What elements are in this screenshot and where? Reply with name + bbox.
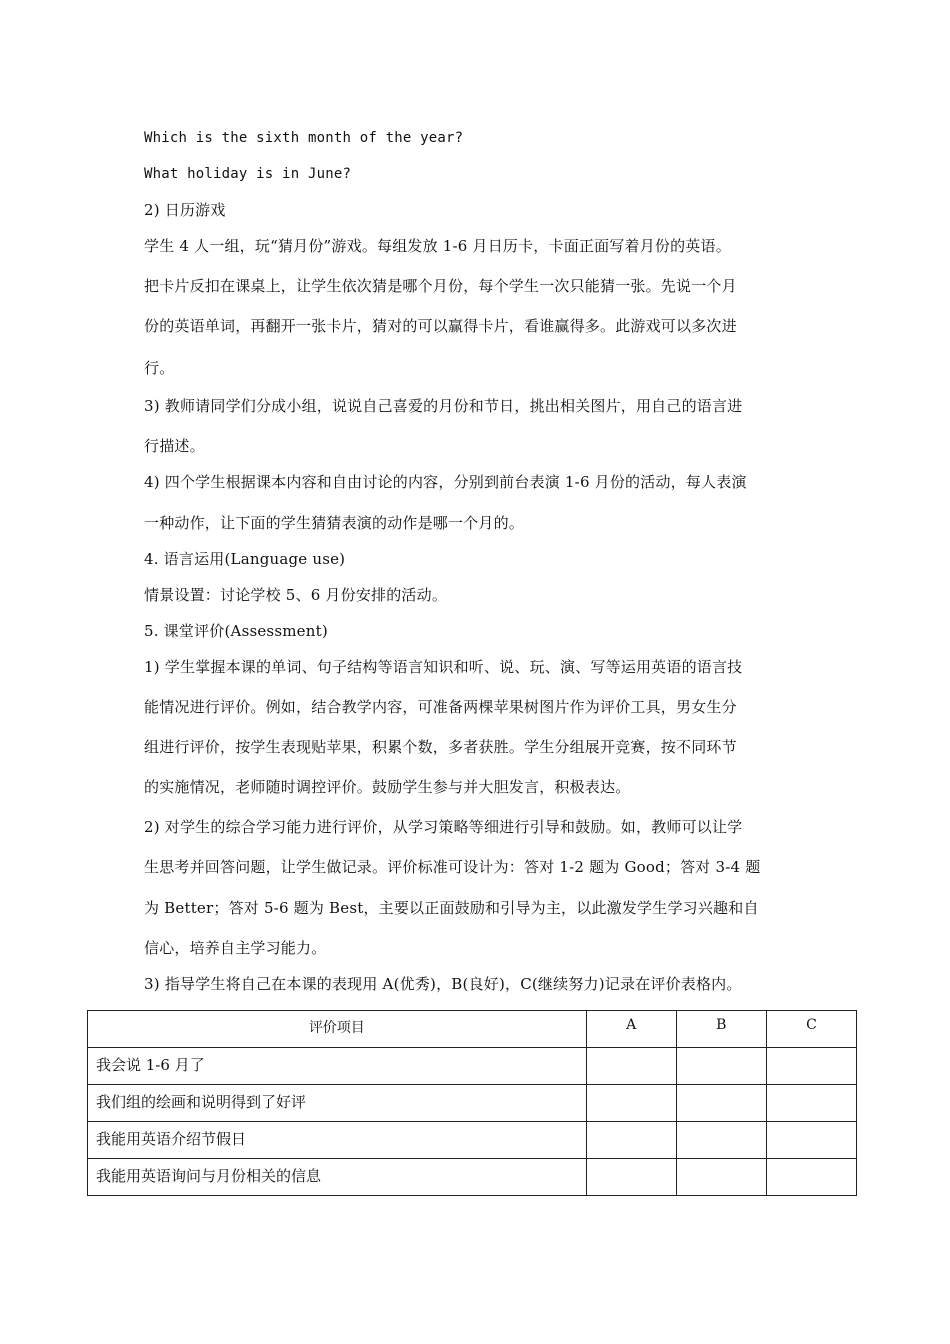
grade-cell-c: [766, 1159, 856, 1196]
paragraph-line: 3) 教师请同学们分成小组，说说自己喜爱的月份和节日，挑出相关图片，用自己的语言进: [144, 397, 743, 415]
paragraph-line: 2) 对学生的综合学习能力进行评价，从学习策略等细进行引导和鼓励。如，教师可以让学: [144, 818, 743, 836]
grade-cell-c: [766, 1085, 856, 1122]
paragraph-line: 把卡片反扣在课桌上，让学生依次猜是哪个月份，每个学生一次只能猜一张。先说一个月: [144, 277, 737, 295]
paragraph-line: 1) 学生掌握本课的单词、句子结构等语言知识和听、说、玩、演、写等运用英语的语言技: [144, 658, 743, 676]
question-line-2: What holiday is in June?: [144, 166, 352, 182]
paragraph-line: 学生 4 人一组，玩“猜月份”游戏。每组发放 1-6 月日历卡，卡面正面写着月份的英语。: [144, 237, 731, 255]
section-heading-language-use: 4. 语言运用(Language use): [144, 550, 346, 568]
grade-cell-a: [586, 1085, 676, 1122]
paragraph-line: 4) 四个学生根据课本内容和自由讨论的内容，分别到前台表演 1-6 月份的活动，每人表演: [144, 473, 747, 491]
paragraph-line: 为 Better；答对 5-6 题为 Best，主要以正面鼓励和引导为主，以此激发学生学习兴趣和自: [144, 899, 759, 917]
paragraph-line: 行。: [144, 359, 175, 377]
grade-cell-b: [676, 1122, 766, 1159]
paragraph-line: 生思考并回答问题，让学生做记录。评价标准可设计为：答对 1-2 题为 Good；答对 3-4 题: [144, 858, 761, 876]
evaluation-item: 我们组的绘画和说明得到了好评: [88, 1085, 587, 1122]
grade-cell-c: [766, 1122, 856, 1159]
header-grade-b: B: [676, 1011, 766, 1048]
grade-cell-a: [586, 1048, 676, 1085]
paragraph-line: 组进行评价，按学生表现贴苹果，积累个数，多者获胜。学生分组展开竞赛，按不同环节: [144, 738, 737, 756]
evaluation-item: 我能用英语询问与月份相关的信息: [88, 1159, 587, 1196]
evaluation-item: 我能用英语介绍节假日: [88, 1122, 587, 1159]
grade-cell-a: [586, 1122, 676, 1159]
section-heading-calendar-game: 2) 日历游戏: [144, 201, 226, 219]
section-heading-assessment: 5. 课堂评价(Assessment): [144, 622, 328, 640]
header-grade-c: C: [766, 1011, 856, 1048]
paragraph-line: 信心，培养自主学习能力。: [144, 939, 327, 957]
table-row: [88, 1159, 857, 1196]
paragraph-line: 一种动作，让下面的学生猜猜表演的动作是哪一个月的。: [144, 514, 525, 532]
grade-cell-a: [586, 1159, 676, 1196]
grade-cell-b: [676, 1048, 766, 1085]
assessment-table: [87, 1010, 857, 1196]
table-row: [88, 1122, 857, 1159]
evaluation-item: 我会说 1-6 月了: [88, 1048, 587, 1085]
header-evaluation-item: 评价项目: [88, 1011, 587, 1048]
table-header-row: [88, 1011, 857, 1048]
grade-cell-c: [766, 1048, 856, 1085]
table-row: [88, 1085, 857, 1122]
paragraph-line: 情景设置：讨论学校 5、6 月份安排的活动。: [144, 586, 448, 604]
paragraph-line: 3) 指导学生将自己在本课的表现用 A(优秀)，B(良好)，C(继续努力)记录在评价表格内。: [144, 975, 742, 993]
paragraph-line: 能情况进行评价。例如，结合教学内容，可准备两棵苹果树图片作为评价工具，男女生分: [144, 698, 737, 716]
paragraph-line: 的实施情况，老师随时调控评价。鼓励学生参与并大胆发言，积极表达。: [144, 778, 631, 796]
table-row: [88, 1048, 857, 1085]
grade-cell-b: [676, 1085, 766, 1122]
grade-cell-b: [676, 1159, 766, 1196]
question-line-1: Which is the sixth month of the year?: [144, 130, 464, 146]
paragraph-line: 行描述。: [144, 437, 205, 455]
header-grade-a: A: [586, 1011, 676, 1048]
paragraph-line: 份的英语单词，再翻开一张卡片，猜对的可以赢得卡片，看谁赢得多。此游戏可以多次进: [144, 317, 737, 335]
